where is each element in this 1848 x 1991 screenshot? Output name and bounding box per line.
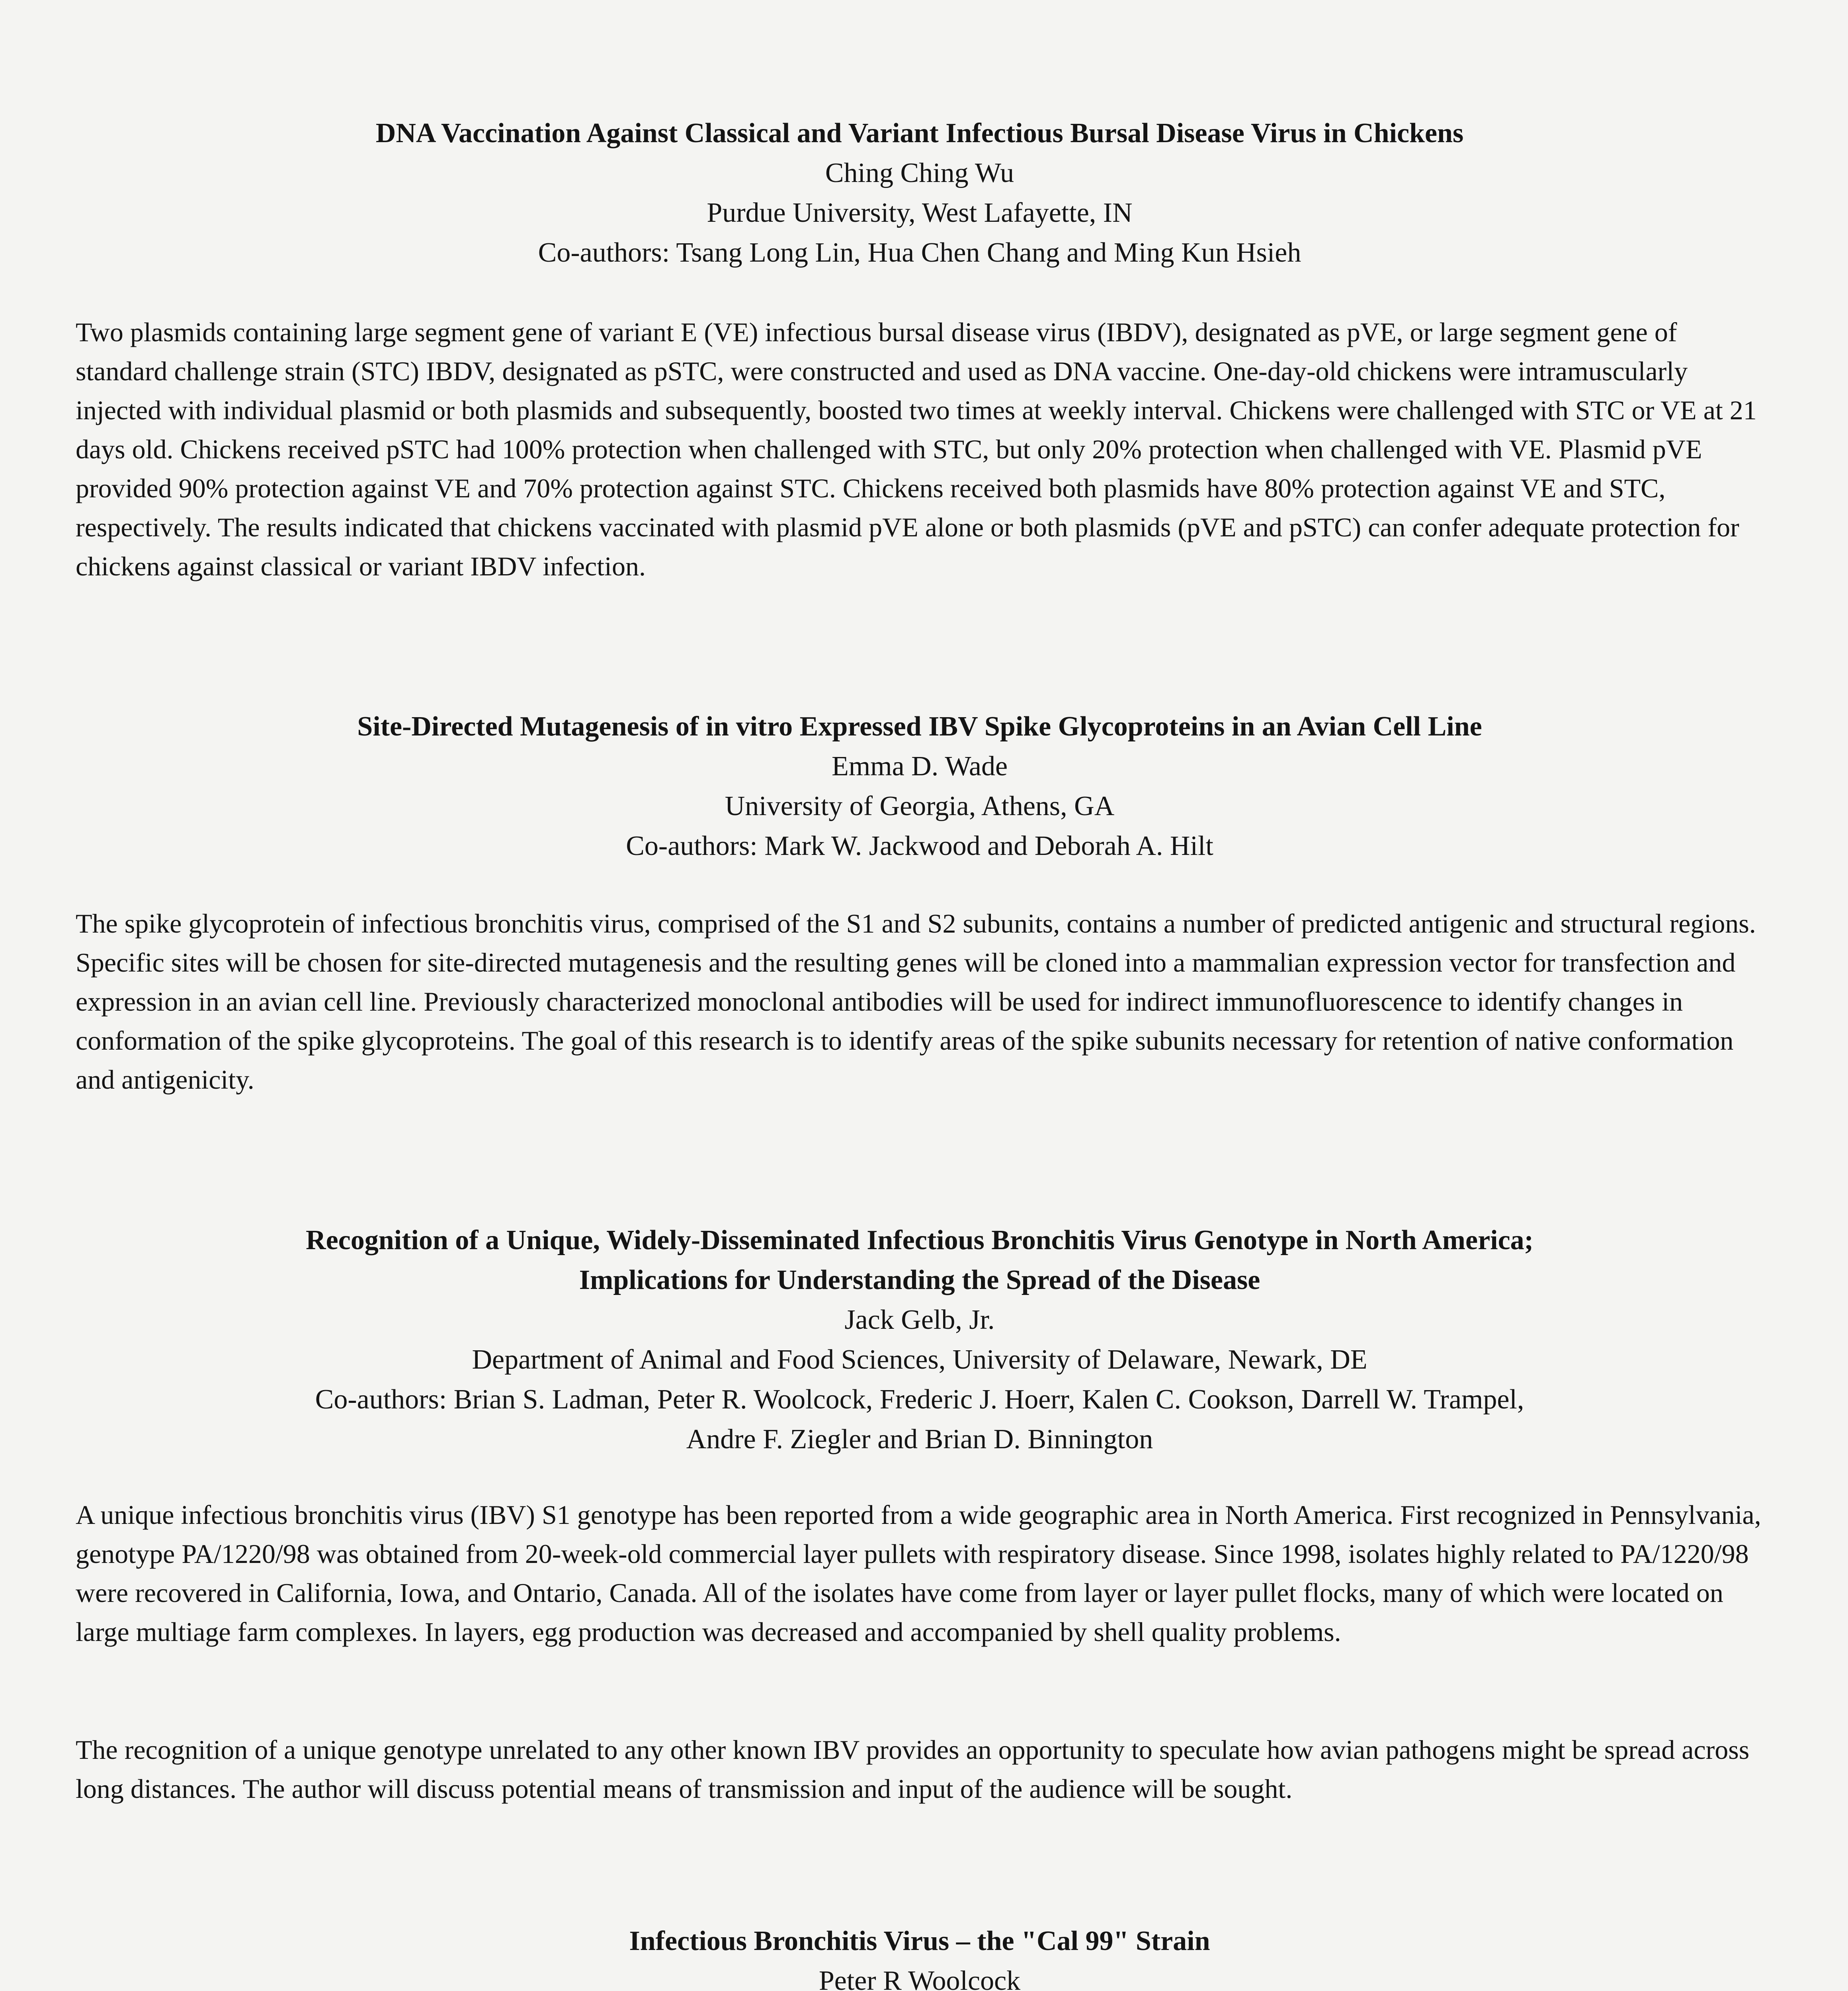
abstract-4-author: Peter R Woolcock [819,1966,1021,1991]
abstract-3-title-line2: Implications for Understanding the Spread of the Disease [579,1265,1260,1295]
abstract-3-title-line1: Recognition of a Unique, Widely-Disseminated Infectious Bronchitis Virus Genotype in North America; [306,1225,1533,1256]
abstract-3-header [76,1220,1764,1459]
abstract-3-author: Jack Gelb, Jr. [844,1305,995,1335]
abstract-2-author: Emma D. Wade [831,751,1008,782]
abstract-1-coauthors: Co-authors: Tsang Long Lin, Hua Chen Chang and Ming Kun Hsieh [538,237,1301,268]
abstract-2-body: The spike glycoprotein of infectious bronchitis virus, comprised of the S1 and S2 subunits, contains a number of predicted antigenic and structural regions. Specific sites will be chosen for site-directed mutagenesis and the resulting genes will be cloned into a mammalian expression vector for transfection and expression in an avian cell line. Previously characterized monoclonal antibodies will be used for indirect immunofluorescence to identify changes in conformation of the spike glycoproteins. The goal of this research is to identify areas of the spike subunits necessary for retention of native conformation and antigenicity. [76,908,1756,1095]
abstract-1-body: Two plasmids containing large segment gene of variant E (VE) infectious bursal disease virus (IBDV), designated as pVE, or large segment gene of standard challenge strain (STC) IBDV, designated as pSTC, were constructed and used as DNA vaccine. One-day-old chickens were intramuscularly injected with individual plasmid or both plasmids and subsequently, boosted two times at weekly interval. Chickens were challenged with STC or VE at 21 days old. Chickens received pSTC had 100% protection when challenged with STC, but only 20% protection when challenged with VE. Plasmid pVE provided 90% protection against VE and 70% protection against STC. Chickens received both plasmids have 80% protection against VE and STC, respectively. The results indicated that chickens vaccinated with plasmid pVE alone or both plasmids (pVE and pSTC) can confer adequate protection for chickens against classical or variant IBDV infection. [76,317,1757,581]
abstract-3-body-2: The recognition of a unique genotype unrelated to any other known IBV provides an opportunity to speculate how avian pathogens might be spread across long distances. The author will discuss potential means of transmission and input of the audience will be sought. [76,1735,1750,1804]
abstract-2-title: Site-Directed Mutagenesis of in vitro Expressed IBV Spike Glycoproteins in an Avian Cell Line [357,711,1482,742]
abstract-1-affiliation: Purdue University, West Lafayette, IN [707,198,1133,228]
abstract-2-header [76,707,1764,866]
abstract-4-title: Infectious Bronchitis Virus – the "Cal 99" Strain [629,1926,1210,1956]
abstract-1-header [76,113,1764,273]
abstract-3-coauthors-line2: Andre F. Ziegler and Brian D. Binnington [686,1424,1153,1455]
abstract-1-author: Ching Ching Wu [825,158,1014,188]
abstract-4-header [76,1921,1764,1991]
abstract-3-body-1: A unique infectious bronchitis virus (IBV) S1 genotype has been reported from a wide geographic area in North America. First recognized in Pennsylvania, genotype PA/1220/98 was obtained from 20-week-old commercial layer pullets with respiratory disease. Since 1998, isolates highly related to PA/1220/98 were recovered in California, Iowa, and Ontario, Canada. All of the isolates have come from layer or layer pullet flocks, many of which were located on large multiage farm complexes. In layers, egg production was decreased and accompanied by shell quality problems. [76,1500,1761,1647]
abstract-3-affiliation: Department of Animal and Food Sciences, University of Delaware, Newark, DE [472,1344,1367,1375]
abstract-3-coauthors-line1: Co-authors: Brian S. Ladman, Peter R. Woolcock, Frederic J. Hoerr, Kalen C. Cookson, Darrell W. Trampel, [315,1384,1524,1415]
abstract-2-affiliation: University of Georgia, Athens, GA [725,791,1115,821]
abstract-1-title: DNA Vaccination Against Classical and Variant Infectious Bursal Disease Virus in Chickens [375,118,1464,149]
abstract-2-coauthors: Co-authors: Mark W. Jackwood and Deborah A. Hilt [626,831,1213,861]
